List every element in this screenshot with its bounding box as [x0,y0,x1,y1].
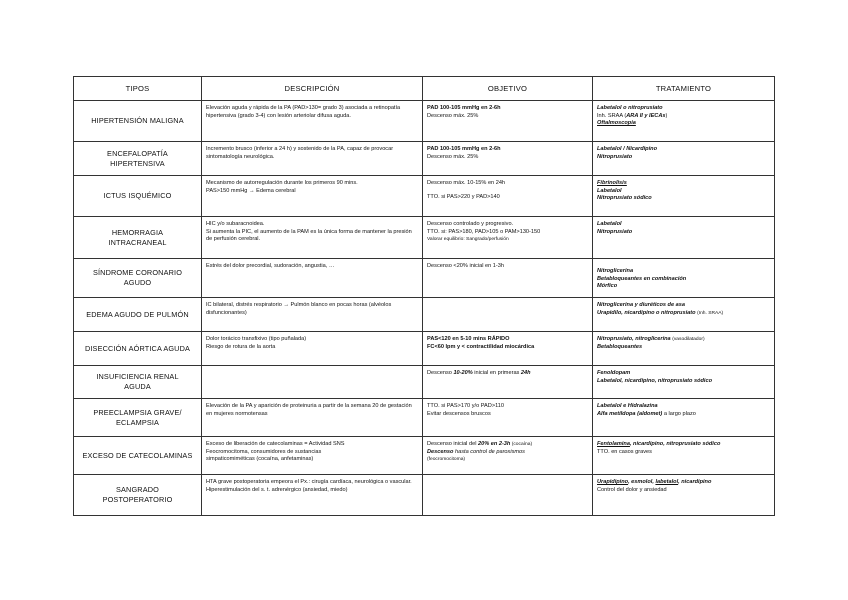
tipo-cell [74,176,202,217]
tratamiento-part: Fentolamina [597,441,630,447]
objetivo-part: 24h [520,370,531,376]
descripcion-cell [202,437,423,475]
descripcion-cell [202,142,423,176]
tratamiento-line: Mórfico [597,283,618,290]
tratamiento-note: (vasodilatador) [672,337,705,342]
header-descripcion: DESCRIPCIÓN [202,77,423,101]
tipo-label: ECLAMPSIA [115,417,160,427]
tratamiento-cell [593,437,775,475]
descripcion-text: Elevación aguda y rápida de la PA (PAD>130= grado 3) asociada a retinopatía hipertensiva (grado 3-4) con lesión arteriolar difusa aguda. [206,105,401,119]
descripcion-line: Dolor torácico transfixivo (tipo puñalada) [206,336,307,342]
objetivo-part: inicial en primeras [472,370,521,376]
tipo-label: INTRACRANEAL [108,237,167,247]
tratamiento-line: TTO. en casos graves [597,448,652,455]
tratamiento-line: Labetalol / Nicardipino [597,146,657,152]
descripcion-text: Estrés del dolor precordial, sudoración, angustia, … [206,263,335,269]
tratamiento-cell [593,298,775,332]
descripcion-line: Feocromocitoma, consumidores de sustancias [206,448,322,455]
objetivo-part: Descenso [427,448,454,455]
tratamiento-line: Fenoldopam [597,370,631,376]
tratamiento-line [597,113,771,121]
descripcion-line: HIC y/o subaracnoidea. [206,221,265,227]
tratamiento-line: Betabloqueantes en combinación [597,275,687,282]
objetivo-part: 10-20% [453,370,473,376]
table-row [74,298,775,332]
table-row [74,217,775,259]
tipo-cell [74,217,202,259]
table-row [74,101,775,142]
table-row [74,399,775,437]
tipo-cell [74,399,202,437]
table-row [74,176,775,217]
tipo-label: POSTOPERATORIO [102,495,173,504]
objetivo-line: Descenso máx. 25% [427,153,479,160]
table-row [74,332,775,366]
tratamiento-line: Nitroglicerina y diuréticos de asa [597,302,685,308]
tipo-label: ENCEFALOPATÍA [107,148,168,158]
descripcion-cell [202,176,423,217]
tratamiento-part: Inh. SRAA ( [597,112,627,119]
tratamiento-cell [593,101,775,142]
tipo-cell [74,332,202,366]
objetivo-cell [423,176,593,217]
objetivo-note: Valorar equilibrio: Sangrado/perfusión [427,237,509,243]
objetivo-cell [423,332,593,366]
objetivo-cell [423,366,593,399]
header-objetivo: OBJETIVO [423,77,593,101]
tratamiento-part: a largo plazo [662,410,696,417]
descripcion-text: Incremento brusco (inferior a 24 h) y sostenido de la PA, capaz de provocar sintomatología neurológica. [206,146,394,160]
descripcion-cell [202,259,423,298]
tratamiento-line [597,441,771,449]
descripcion-cell [202,366,423,399]
descripcion-line: Hiperestimulación del s. t. adrenérgico (ansiedad, miedo) [206,486,348,493]
tipo-label: SANGRADO [116,485,159,494]
table-row [74,142,775,176]
tipo-label: INSUFICIENCIA RENAL [96,372,179,381]
tratamiento-cell [593,217,775,259]
objetivo-cell [423,475,593,516]
objetivo-cell [423,298,593,332]
tratamiento-line: Nitroprusiato [597,228,633,235]
tipo-label: HEMORRAGIA [111,227,164,237]
objetivo-line: Descenso máx. 25% [427,112,479,119]
tratamiento-line: Labetalol [597,187,622,194]
tratamiento-line [597,310,771,318]
objetivo-line [427,370,589,378]
descripcion-line: HTA grave postoperatoria empeora el Px.: cirugía cardíaca, neurológica o vascular. [206,479,412,485]
tratamiento-part: , esmolol, [628,479,656,485]
descripcion-text: Elevación de la PA y aparición de proteinuria a partir de la semana 20 de gestación en mujeres normotensas [206,403,412,417]
tratamiento-part: Urapidilo, nicardipino o nitroprusiato [597,309,696,316]
header-tipos: TIPOS [74,77,202,101]
objetivo-line: Descenso máx. 10-15% en 24h [427,180,506,186]
table-row [74,437,775,475]
tipo-cell [74,298,202,332]
tipo-label: EXCESO DE CATECOLAMINAS [82,450,193,460]
table-row [74,475,775,516]
tratamiento-line: Nitroprusiato [597,153,633,160]
descripcion-cell [202,217,423,259]
tratamiento-part: labetalol [655,479,679,485]
objetivo-note: (feocromocitoma) [427,457,466,463]
descripcion-line: Exceso de liberación de catecolaminas = Actividad SNS [206,441,345,447]
objetivo-line: TTO. si: PAS>180, PAD>105 o PAM>130-150 [427,228,541,235]
objetivo-note: (cocaína) [510,442,533,447]
tipo-label: HIPERTENSIÓN MALIGNA [91,116,184,125]
tipo-label: SÍNDROME CORONARIO [92,268,183,277]
descripcion-cell [202,475,423,516]
tratamiento-cell [593,475,775,516]
tipo-label: DISECCIÓN AÓRTICA AGUDA [84,343,191,353]
descripcion-text: IC bilateral, distrés respiratorio → Pulmón blanco en pocas horas (alvéolos disfuncionantes) [206,302,392,316]
tratamiento-part: Alfa metildopa (aldomet) [597,410,663,417]
objetivo-cell [423,399,593,437]
tratamiento-cell [593,176,775,217]
tipo-cell [74,101,202,142]
descripcion-line: Si aumenta la PIC, el aumento de la PAM es la única forma de mantener la presión de perfusión cerebral. [206,228,412,243]
header-tratamiento: TRATAMIENTO [593,77,775,101]
tratamiento-part: , nicardipino, nitroprusiato sódico [629,441,721,447]
objetivo-part: hasta control de paroxismos [453,448,525,455]
objetivo-cell [423,437,593,475]
tratamiento-cell [593,142,775,176]
objetivo-line: Evitar descensos bruscos [427,410,491,417]
objetivo-line: FC<60 lpm y < contractilidad miocárdica [427,343,535,350]
descripcion-cell [202,298,423,332]
objetivo-line: Descenso <20% inicial en 1-3h [427,263,504,269]
tratamiento-cell [593,332,775,366]
tratamiento-part: ARA II y IECAs [626,112,666,119]
tratamiento-line [597,411,771,419]
tratamiento-cell [593,399,775,437]
tratamiento-part: Nitroprusiato, nitroglicerina [597,336,671,342]
tipo-label: PREECLAMPSIA GRAVE/ [93,407,182,417]
descripcion-line: simpaticomiméticas (cocaína, anfetaminas) [206,456,314,463]
objetivo-part: 20% en 2-3h [478,441,511,447]
tipo-label: ICTUS ISQUÉMICO [103,191,172,200]
descripcion-line: Mecanismo de autorregulación durante los primeros 90 mins. [206,180,358,186]
tratamiento-note: (Inh. SRAA) [697,310,724,316]
table-row [74,259,775,298]
tratamiento-line: Fibrinolisis [597,180,627,186]
tratamiento-line: Control del dolor y ansiedad [597,486,667,493]
descripcion-cell [202,332,423,366]
tratamiento-line: Nitroprusiato sódico [597,195,652,202]
objetivo-cell [423,101,593,142]
tipo-cell [74,437,202,475]
tipo-cell [74,259,202,298]
descripcion-line: PAS>150 mmHg → Edema cerebral [206,187,296,194]
tipo-cell [74,142,202,176]
objetivo-part: Descenso [427,370,454,376]
tratamiento-part: , nicardipino [678,479,712,485]
tipo-label: AGUDA [124,382,151,391]
objetivo-line: TTO. si PAS>170 y/o PAD>110 [427,403,505,409]
objetivo-cell [423,142,593,176]
tipo-label: AGUDO [123,278,152,287]
descripcion-cell [202,101,423,142]
descripcion-line: Riesgo de rotura de la aorta [206,343,276,350]
objetivo-line: PAD 100-105 mmHg en 2-6h [427,146,501,152]
descripcion-cell [202,399,423,437]
objetivo-line [427,441,589,449]
tratamiento-part: ) [665,112,668,119]
tipo-cell [74,366,202,399]
tratamiento-line: Labetalol o nitroprusiato [597,105,663,111]
objetivo-line: TTO. si PAS>220 y PAD>140 [427,193,500,200]
tratamiento-cell [593,259,775,298]
table-row [74,366,775,399]
tipo-cell [74,475,202,516]
objetivo-cell [423,259,593,298]
tratamiento-line: Betabloqueantes [597,343,643,350]
objetivo-line: PAS<120 en 5-10 mins RÁPIDO [427,336,510,342]
tratamiento-cell [593,366,775,399]
tratamiento-part: Urapidipino [597,479,629,485]
tratamiento-line [597,336,771,344]
objetivo-line: PAD 100-105 mmHg en 2-6h [427,105,501,111]
tratamiento-line [597,479,771,487]
objetivo-cell [423,217,593,259]
header-row [74,77,775,101]
tipo-label: HIPERTENSIVA [110,158,165,168]
tratamiento-line: Labetalol e Hidralazina [597,403,658,409]
tipo-label: EDEMA AGUDO DE PULMÓN [86,309,189,319]
tratamiento-line: Oftalmoscopia [597,120,636,127]
tratamiento-line: Labetalol, nicardipino, nitroprusiato sódico [597,377,712,384]
objetivo-line: Descenso controlado y progresivo. [427,221,514,227]
hypertension-table [73,76,775,516]
objetivo-line [427,449,589,457]
objetivo-part: Descenso inicial del [427,441,478,447]
tratamiento-line: Nitroglicerina [597,268,634,274]
tratamiento-line: Labetalol [597,221,622,227]
